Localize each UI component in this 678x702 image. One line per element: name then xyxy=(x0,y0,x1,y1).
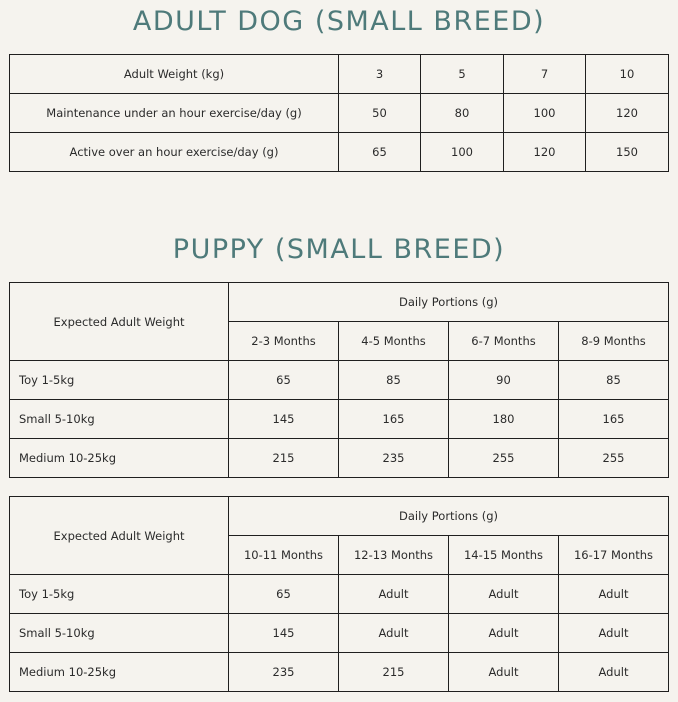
column-header: 2-3 Months xyxy=(229,322,339,361)
table-cell: 5 xyxy=(421,55,504,94)
table-cell: 3 xyxy=(339,55,421,94)
column-header: 4-5 Months xyxy=(339,322,449,361)
table-cell: Adult xyxy=(449,653,559,692)
table-cell: Adult xyxy=(559,575,669,614)
table-cell: Adult xyxy=(559,614,669,653)
table-cell: 10 xyxy=(586,55,669,94)
table-cell: Adult xyxy=(339,575,449,614)
table-row xyxy=(10,94,669,133)
table-cell: 65 xyxy=(339,133,421,172)
group-header: Daily Portions (g) xyxy=(229,497,669,536)
row-label: Small 5-10kg xyxy=(10,614,229,653)
table-cell: 145 xyxy=(229,614,339,653)
column-header: 8-9 Months xyxy=(559,322,669,361)
adult-feeding-table xyxy=(9,54,669,172)
table-cell: 180 xyxy=(449,400,559,439)
table-row xyxy=(10,133,669,172)
row-header: Expected Adult Weight xyxy=(10,497,229,575)
puppy-feeding-table-1 xyxy=(9,282,669,478)
table-row xyxy=(10,439,669,478)
column-header: 10-11 Months xyxy=(229,536,339,575)
row-header: Expected Adult Weight xyxy=(10,283,229,361)
table-cell: 145 xyxy=(229,400,339,439)
table-cell: Adult xyxy=(339,614,449,653)
table-row xyxy=(10,575,669,614)
column-header: 14-15 Months xyxy=(449,536,559,575)
table-cell: 7 xyxy=(504,55,586,94)
table-row xyxy=(10,361,669,400)
row-label: Active over an hour exercise/day (g) xyxy=(10,133,339,172)
table-cell: 85 xyxy=(559,361,669,400)
table-cell: 215 xyxy=(229,439,339,478)
column-header: 6-7 Months xyxy=(449,322,559,361)
group-header: Daily Portions (g) xyxy=(229,283,669,322)
table-row xyxy=(10,400,669,439)
table-cell: 120 xyxy=(586,94,669,133)
adult-dog-title: ADULT DOG (SMALL BREED) xyxy=(132,6,546,37)
table-cell: Adult xyxy=(559,653,669,692)
adult-weight-label: Adult Weight (kg) xyxy=(10,55,339,94)
adult-header-row xyxy=(10,55,669,94)
row-label: Medium 10-25kg xyxy=(10,439,229,478)
table-cell: 90 xyxy=(449,361,559,400)
table-cell: 255 xyxy=(559,439,669,478)
table-cell: 165 xyxy=(559,400,669,439)
row-label: Toy 1-5kg xyxy=(10,361,229,400)
table-cell: 215 xyxy=(339,653,449,692)
table-cell: 85 xyxy=(339,361,449,400)
table-cell: 50 xyxy=(339,94,421,133)
table-cell: 120 xyxy=(504,133,586,172)
puppy-title: PUPPY (SMALL BREED) xyxy=(172,234,506,265)
table-cell: 100 xyxy=(504,94,586,133)
row-label: Small 5-10kg xyxy=(10,400,229,439)
table-cell: Adult xyxy=(449,614,559,653)
table-row xyxy=(10,653,669,692)
column-header: 16-17 Months xyxy=(559,536,669,575)
table-cell: 235 xyxy=(229,653,339,692)
table-cell: 255 xyxy=(449,439,559,478)
row-label: Medium 10-25kg xyxy=(10,653,229,692)
row-label: Toy 1-5kg xyxy=(10,575,229,614)
column-header: 12-13 Months xyxy=(339,536,449,575)
table-header-row xyxy=(10,283,669,322)
table-cell: 165 xyxy=(339,400,449,439)
table-cell: 65 xyxy=(229,575,339,614)
table-cell: 80 xyxy=(421,94,504,133)
table-row xyxy=(10,614,669,653)
table-header-row xyxy=(10,497,669,536)
table-cell: Adult xyxy=(449,575,559,614)
table-cell: 150 xyxy=(586,133,669,172)
table-cell: 65 xyxy=(229,361,339,400)
row-label: Maintenance under an hour exercise/day (g) xyxy=(10,94,339,133)
table-cell: 100 xyxy=(421,133,504,172)
table-cell: 235 xyxy=(339,439,449,478)
puppy-feeding-table-2 xyxy=(9,496,669,692)
